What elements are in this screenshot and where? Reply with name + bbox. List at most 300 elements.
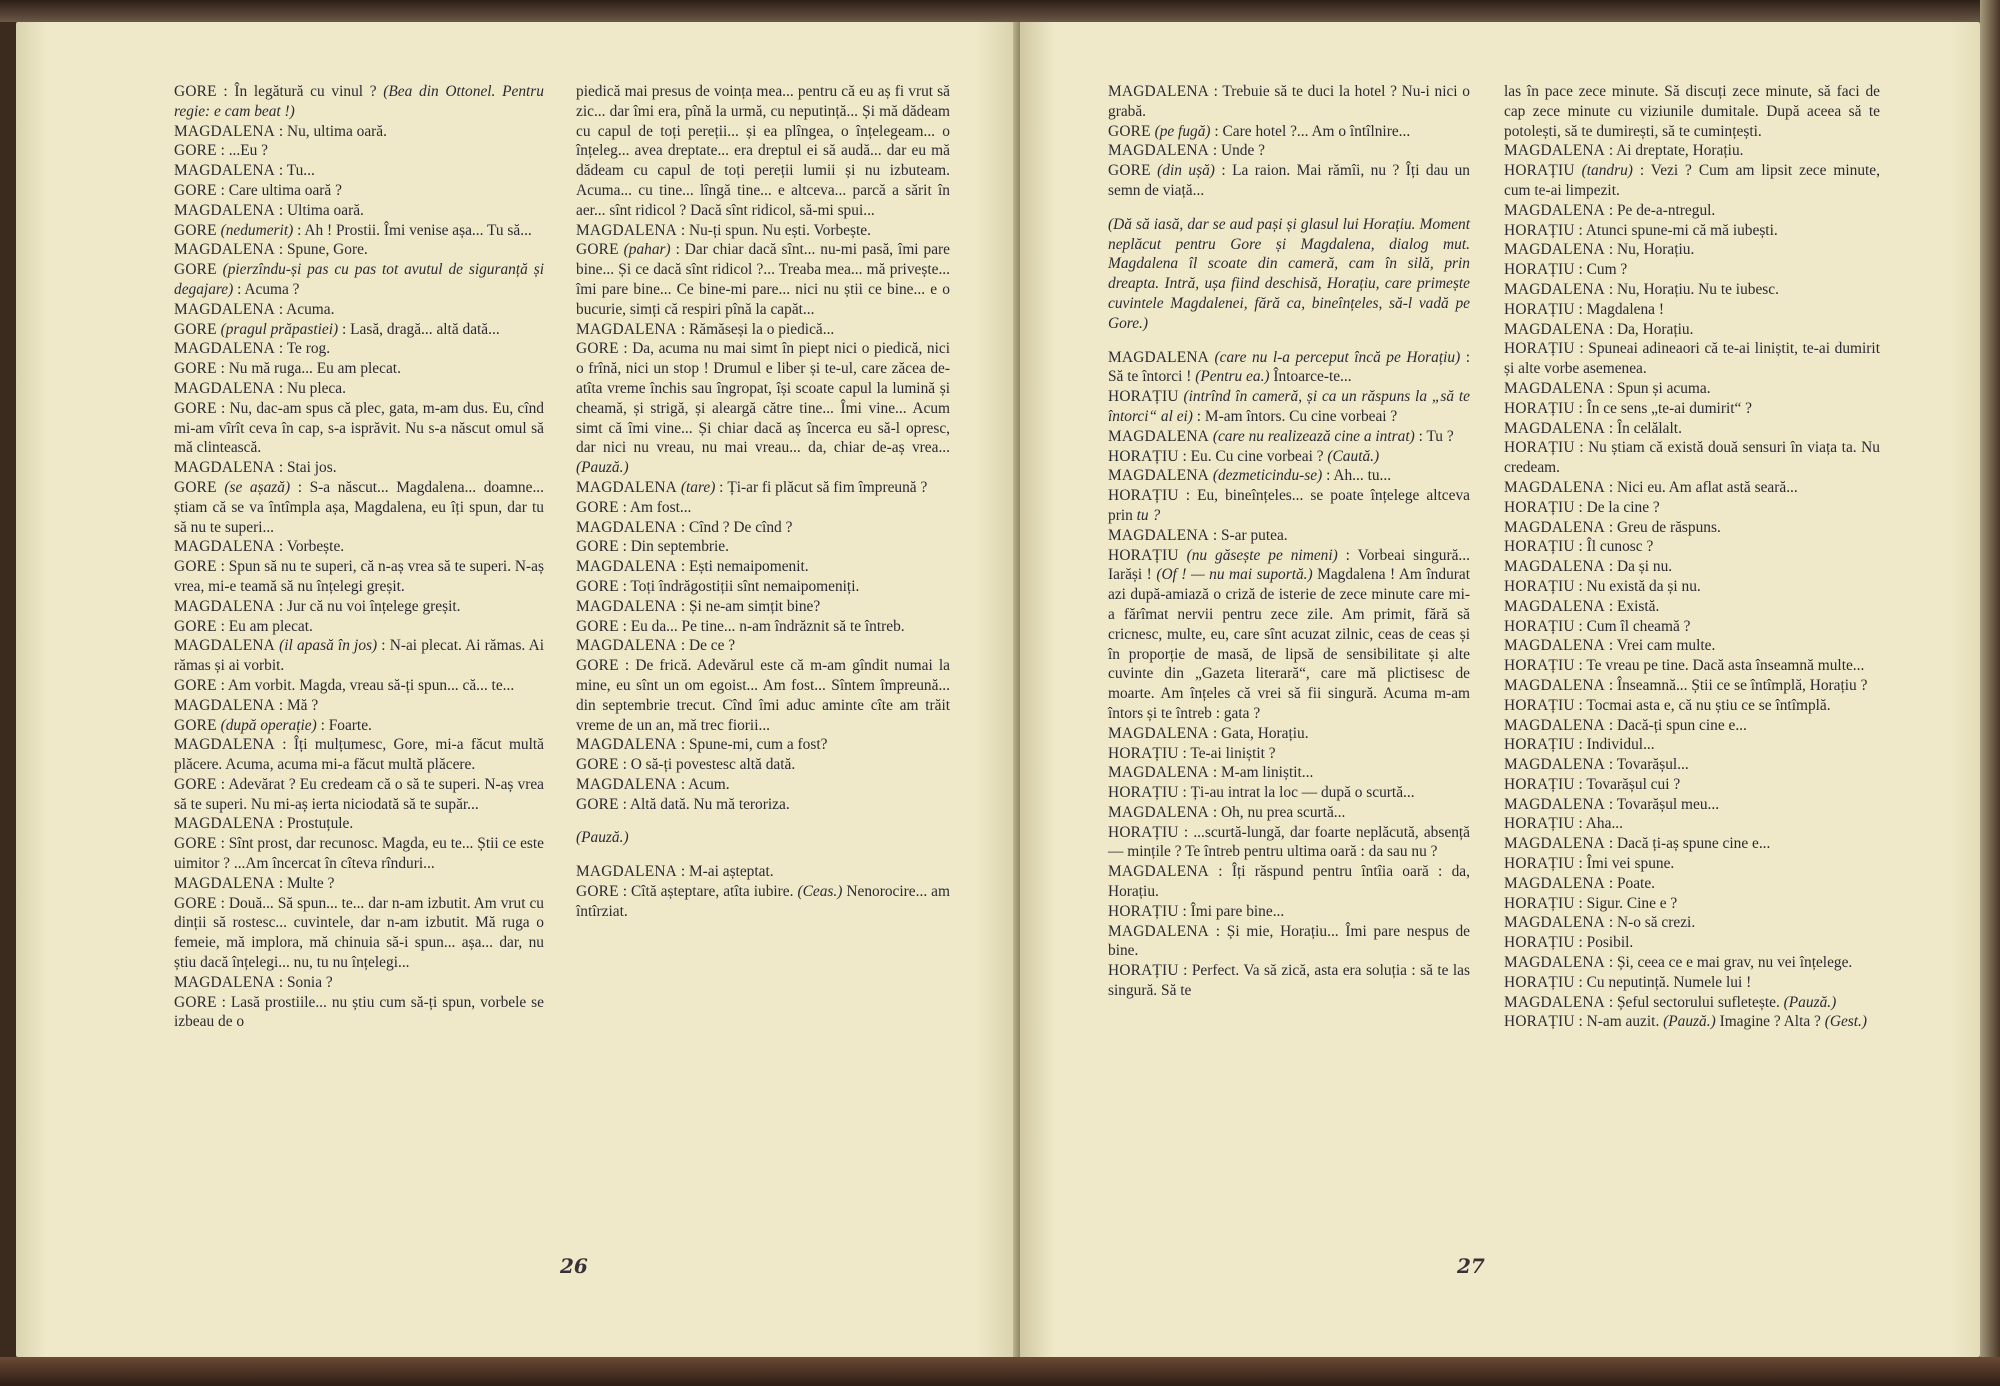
speaker-name: HORAȚIU: [1108, 447, 1179, 465]
speaker-name: GORE: [576, 756, 619, 774]
speaker-name: GORE: [174, 993, 217, 1011]
line-text: Toți îndrăgostiții sînt nemaipomeniți.: [630, 577, 860, 595]
speaker-name: MAGDALENA: [1108, 922, 1209, 940]
line-text: Te rog.: [286, 340, 331, 358]
speaker-name: MAGDALENA: [1504, 637, 1605, 655]
dialogue-line: HORAȚIU : Individul...: [1504, 736, 1655, 754]
line-text: Da, Horațiu.: [1616, 320, 1694, 338]
line-text: Altă dată. Nu mă teroriza.: [629, 795, 790, 813]
line-text: Întoarce-te...: [1269, 368, 1352, 386]
speaker-name: MAGDALENA: [174, 162, 275, 180]
line-text: Îmi vei spune.: [1586, 855, 1675, 873]
speaker-name: HORAȚIU: [1504, 399, 1575, 417]
stage-direction: (tandru): [1581, 162, 1633, 180]
line-text: Individul...: [1586, 736, 1655, 754]
speaker-name: HORAȚIU: [1504, 300, 1575, 318]
line-text: Cu neputință. Numele lui !: [1586, 973, 1752, 991]
stage-direction: (din ușă): [1157, 162, 1215, 180]
speaker-name: MAGDALENA: [576, 736, 677, 754]
line-text: Și, ceea ce e mai grav, nu vei înțelege.: [1616, 954, 1853, 972]
dialogue-line: MAGDALENA : Nici eu. Am aflat astă seară...: [1504, 478, 1798, 496]
dialogue-line: MAGDALENA : Mă ?: [174, 696, 319, 714]
speaker-name: GORE: [174, 320, 217, 338]
stage-direction: (nedumerit): [220, 221, 294, 239]
line-text: Sigur. Cine e ?: [1586, 894, 1678, 912]
line-text: Eu. Cu cine vorbeai ?: [1190, 447, 1324, 465]
speaker-name: MAGDALENA: [174, 122, 275, 140]
line-text: Nici eu. Am aflat astă seară...: [1616, 478, 1798, 496]
dialogue-line: GORE (din ușă) : La raion. Mai rămîi, nu ? Îți dau un semn de viață...: [1108, 162, 1470, 199]
speaker-name: GORE: [576, 657, 619, 675]
speaker-name: MAGDALENA: [1504, 756, 1605, 774]
page-number-right: 27: [1457, 1254, 1485, 1278]
line-text: las în pace zece minute. Să discuți zece minute, să faci de cap zece minute cu viziunile dumitale. După aceea să te potolești, să te dumirești, să te cumințești.: [1504, 83, 1880, 140]
dialogue-line: MAGDALENA : Trebuie să te duci la hotel ? Nu-i nici o grabă.: [1108, 83, 1470, 120]
speaker-name: HORAȚIU: [1504, 340, 1575, 358]
speaker-name: HORAȚIU: [1108, 962, 1179, 980]
speaker-name: MAGDALENA: [576, 320, 677, 338]
line-text: Tu...: [286, 162, 315, 180]
speaker-name: MAGDALENA: [576, 221, 677, 239]
dialogue-line: HORAȚIU (nu găsește pe nimeni) : Vorbeai singură... Iarăși ! (Of ! — nu mai suportă.) Magdalena ! Am îndurat azi după-amiază o criză de isterie de zece minute care mi-a fărîmat nervii pentru zece zile. Am primit, fără să cricnesc, multe, eu, care sînt acuzat zilnic, ceas de ceas și în proporție de masă, de lipsă de sensibilitate și alte cuvinte din „Gazeta literară“, care mă plictisesc de moarte. Am înțeles că vrei să fii singură. Acuma m-am întors și te întreb : gata ?: [1108, 546, 1470, 722]
line-text: Lasă, dragă... altă dată...: [350, 320, 500, 338]
speaker-name: MAGDALENA: [1108, 724, 1209, 742]
line-text: S-a născut... Magdalena... doamne... știam că se va întîmpla așa, Magdalena, eu îți spun, dar tu să nu te superi...: [174, 478, 544, 536]
line-text: Dacă ți-aș spune cine e...: [1616, 835, 1771, 853]
dialogue-line: GORE : Spun să nu te superi, că n-aș vrea să te superi. N-aș vrea, mi-e teamă să nu înțelegi greșit.: [174, 558, 544, 595]
line-text: Acuma.: [286, 300, 335, 318]
scan-right-edge: [1980, 0, 2000, 1386]
speaker-name: MAGDALENA: [1504, 874, 1605, 892]
dialogue-line: HORAȚIU : Îmi pare bine...: [1108, 902, 1285, 920]
speaker-name: GORE: [174, 360, 217, 378]
speaker-name: MAGDALENA: [576, 558, 677, 576]
speaker-name: HORAȚIU: [1504, 261, 1575, 279]
speaker-name: MAGDALENA: [1504, 379, 1605, 397]
speaker-name: HORAȚIU: [1504, 439, 1575, 457]
speaker-name: MAGDALENA: [1108, 863, 1209, 881]
dialogue-line: MAGDALENA : Greu de răspuns.: [1504, 518, 1721, 536]
line-text: Tovarășul meu...: [1616, 795, 1720, 813]
stage-direction: (Pentru ea.): [1191, 368, 1270, 386]
dialogue-line: MAGDALENA : Tovarășul meu...: [1504, 795, 1720, 813]
stage-direction: (pahar): [623, 241, 671, 259]
line-text: N-o să crezi.: [1616, 914, 1696, 932]
stage-direction: (intrînd în cameră, și ca un răspuns la „să te întorci“ al ei): [1108, 388, 1470, 425]
line-text: Tovarășul...: [1616, 756, 1689, 774]
speaker-name: HORAȚIU: [1504, 736, 1575, 754]
speaker-name: MAGDALENA: [1504, 835, 1605, 853]
line-text: Ah ! Prostii. Îmi venise așa... Tu să...: [304, 221, 532, 239]
dialogue-line: GORE : O să-ți povestesc altă dată.: [576, 756, 796, 774]
speaker-name: HORAȚIU: [1504, 775, 1575, 793]
speaker-name: MAGDALENA: [1504, 558, 1605, 576]
speaker-name: HORAȚIU: [1504, 855, 1575, 873]
dialogue-line: HORAȚIU : Tocmai asta e, că nu știu ce se întîmplă.: [1504, 696, 1831, 714]
dialogue-line: HORAȚIU : Ți-au intrat la loc — după o scurtă...: [1108, 784, 1415, 802]
stage-direction: (care nu realizează cine a intrat): [1212, 427, 1415, 445]
speaker-name: HORAȚIU: [1504, 498, 1575, 516]
speaker-name: MAGDALENA: [576, 518, 677, 536]
dialogue-line: MAGDALENA : Unde ?: [1108, 142, 1265, 160]
line-text: Îți mulțumesc, Gore, mi-a făcut multă plăcere. Acuma, acuma mi-a făcut multă plăcere.: [174, 736, 544, 774]
speaker-name: HORAȚIU: [1504, 815, 1575, 833]
dialogue-line: HORAȚIU : Te vreau pe tine. Dacă asta înseamnă multe...: [1504, 657, 1865, 675]
line-text: Ți-ar fi plăcut să fim împreună ?: [727, 478, 928, 496]
dialogue-line: HORAȚIU : Îmi vei spune.: [1504, 855, 1675, 873]
line-text: Prostuțule.: [286, 815, 354, 833]
speaker-name: HORAȚIU: [1108, 388, 1179, 406]
dialogue-line: HORAȚIU : Perfect. Va să zică, asta era soluția : să te las singură. Să te: [1108, 962, 1471, 1000]
speaker-name: MAGDALENA: [174, 973, 275, 991]
line-text: Ultima oară.: [286, 201, 364, 219]
line-text: La raion. Mai rămîi, nu ? Îți dau un semn de viață...: [1108, 162, 1470, 199]
dialogue-line: GORE : Am vorbit. Magda, vreau să-ți spun... că... te...: [174, 676, 515, 694]
dialogue-line: GORE : Adevărat ? Eu credeam că o să te superi. N-aș vrea să te superi. Nu mi-aș ierta niciodată să te supăr...: [174, 775, 544, 813]
right-page: [1020, 22, 1980, 1357]
dialogue-line: GORE : Din septembrie.: [576, 538, 729, 556]
dialogue-line: MAGDALENA : În celălalt.: [1504, 419, 1682, 437]
speaker-name: HORAȚIU: [1504, 221, 1575, 239]
line-text: Eu da... Pe tine... n-am îndrăznit să te întreb.: [630, 617, 905, 635]
dialogue-line: MAGDALENA (care nu l-a perceput încă pe Horațiu) : Să te întorci ! (Pentru ea.) Întoarce-te...: [1108, 348, 1471, 386]
speaker-name: HORAȚIU: [1108, 784, 1179, 802]
speaker-name: MAGDALENA: [174, 736, 275, 754]
speaker-name: HORAȚIU: [1108, 546, 1179, 564]
dialogue-line: HORAȚIU : Tovarășul cui ?: [1504, 775, 1681, 793]
dialogue-line: MAGDALENA : Cînd ? De cînd ?: [576, 518, 793, 536]
line-text: Tovarășul cui ?: [1586, 775, 1681, 793]
speaker-name: HORAȚIU: [1504, 973, 1575, 991]
speaker-name: MAGDALENA: [1108, 803, 1209, 821]
dialogue-line: GORE (se așază) : S-a născut... Magdalena... doamne... știam că se va întîmpla așa, Magdalena, eu îți spun, dar tu să nu te superi...: [174, 478, 544, 536]
dialogue-line: HORAȚIU (intrînd în cameră, și ca un răspuns la „să te întorci“ al ei) : M-am întors. Cu cine vorbeai ?: [1108, 388, 1470, 425]
speaker-name: GORE: [174, 142, 217, 160]
dialogue-line: HORAȚIU : Îl cunosc ?: [1504, 538, 1654, 556]
line-text: Tu ?: [1426, 427, 1454, 445]
dialogue-line: MAGDALENA : Nu-ți spun. Nu ești. Vorbește.: [576, 221, 871, 239]
speaker-name: HORAȚIU: [1504, 657, 1575, 675]
line-text: Unde ?: [1220, 142, 1265, 160]
line-text: Adevărat ? Eu credeam că o să te superi. N-aș vrea să te superi. Nu mi-aș ierta niciodată să te supăr...: [174, 775, 544, 813]
dialogue-line: GORE : Eu da... Pe tine... n-am îndrăznit să te întreb.: [576, 617, 905, 635]
line-text: Nu, Horațiu.: [1616, 241, 1695, 259]
line-text: Stai jos.: [286, 459, 337, 477]
speaker-name: MAGDALENA: [1108, 467, 1209, 485]
line-text: Șeful sectorului sufletește.: [1616, 993, 1780, 1011]
dialogue-line: GORE : Nu, dac-am spus că plec, gata, m-am dus. Eu, cînd mi-am vîrît ceva în cap, s-a isprăvit. Nu s-a născut omul să mă clintească.: [174, 399, 545, 457]
dialogue-line: MAGDALENA : Vrei cam multe.: [1504, 637, 1716, 655]
speaker-name: MAGDALENA: [576, 597, 677, 615]
line-text: Tocmai asta e, că nu știu ce se întîmplă.: [1586, 696, 1831, 714]
line-text: Ai dreptate, Horațiu.: [1616, 142, 1744, 160]
line-text: Posibil.: [1586, 934, 1634, 952]
dialogue-line: MAGDALENA : N-o să crezi.: [1504, 914, 1696, 932]
speaker-name: GORE: [1108, 122, 1151, 140]
line-text: De ce ?: [688, 637, 736, 655]
speaker-name: MAGDALENA: [174, 340, 275, 358]
speaker-name: MAGDALENA: [1504, 142, 1605, 160]
speaker-name: GORE: [174, 399, 217, 417]
line-text: Pe de-a-ntregul.: [1616, 201, 1716, 219]
speaker-name: GORE: [576, 883, 619, 901]
speaker-name: MAGDALENA: [174, 300, 275, 318]
dialogue-line: HORAȚIU : Nu știam că există două sensuri în viața ta. Nu credeam.: [1504, 439, 1880, 477]
dialogue-line: MAGDALENA : Ai dreptate, Horațiu.: [1504, 142, 1744, 160]
dialogue-line: HORAȚIU : Nu există da și nu.: [1504, 577, 1701, 595]
line-text: Oh, nu prea scurtă...: [1220, 803, 1346, 821]
line-text: Cum ?: [1586, 261, 1628, 279]
dialogue-line: GORE : Eu am plecat.: [174, 617, 313, 635]
dialogue-line: MAGDALENA : Acuma.: [174, 300, 335, 318]
line-text: Magdalena !: [1586, 300, 1664, 318]
dialogue-line: MAGDALENA : Nu, Horațiu.: [1504, 241, 1695, 259]
speaker-name: MAGDALENA: [174, 201, 275, 219]
line-text: Spune-mi, cum a fost?: [688, 736, 828, 754]
speaker-name: HORAȚIU: [1108, 487, 1179, 505]
dialogue-line: MAGDALENA (tare) : Ți-ar fi plăcut să fim împreună ?: [576, 478, 928, 496]
line-text: Multe ?: [286, 874, 335, 892]
line-text: Și ne-am simțit bine?: [688, 597, 821, 615]
dialogue-line: MAGDALENA (il apasă în jos) : N-ai plecat. Ai rămas. Ai rămas și ai vorbit.: [174, 637, 544, 675]
speaker-name: HORAȚIU: [1108, 902, 1179, 920]
line-text: ...scurtă-lungă, dar foarte neplăcută, absență — mințile ? Te întreb pentru ultima oară : da sau nu ?: [1108, 823, 1470, 861]
speaker-name: MAGDALENA: [1504, 795, 1605, 813]
dialogue-line: MAGDALENA : Există.: [1504, 597, 1660, 615]
speaker-name: HORAȚIU: [1504, 617, 1575, 635]
speaker-name: HORAȚIU: [1504, 894, 1575, 912]
stage-direction: (care nu l-a perceput încă pe Horațiu): [1214, 348, 1461, 366]
line-text: M-am liniștit...: [1220, 764, 1314, 782]
speaker-name: HORAȚIU: [1504, 538, 1575, 556]
line-text: Îți răspund pentru întîia oară : da, Horațiu.: [1108, 863, 1470, 901]
left-page-column-1: [174, 82, 544, 1032]
stage-direction: (pragul prăpastiei): [220, 320, 339, 338]
speaker-name: MAGDALENA: [1108, 142, 1209, 160]
line-text: ...Eu ?: [228, 142, 269, 160]
speaker-name: GORE: [576, 340, 619, 358]
dialogue-line: HORAȚIU : De la cine ?: [1504, 498, 1660, 516]
speaker-name: GORE: [174, 676, 217, 694]
dialogue-line: [576, 82, 950, 221]
dialogue-line: MAGDALENA : Pe de-a-ntregul.: [1504, 201, 1716, 219]
line-text: Ți-au intrat la loc — după o scurtă...: [1190, 784, 1415, 802]
speaker-name: MAGDALENA: [174, 696, 275, 714]
dialogue-line: HORAȚIU : Eu. Cu cine vorbeai ? (Caută.): [1108, 447, 1380, 465]
stage-direction: (se așază): [224, 478, 291, 496]
line-text: De la cine ?: [1586, 498, 1660, 516]
dialogue-line: MAGDALENA : Ești nemaipomenit.: [576, 558, 809, 576]
dialogue-line: HORAȚIU : Magdalena !: [1504, 300, 1664, 318]
dialogue-line: MAGDALENA : Nu pleca.: [174, 379, 346, 397]
line-text: Vezi ? Cum am lipsit zece minute, cum te-ai limpezit.: [1504, 162, 1880, 199]
speaker-name: GORE: [576, 577, 619, 595]
speaker-name: MAGDALENA: [1504, 914, 1605, 932]
line-text: Sonia ?: [286, 973, 333, 991]
speaker-name: HORAȚIU: [1504, 1013, 1575, 1031]
dialogue-line: MAGDALENA : Și, ceea ce e mai grav, nu vei înțelege.: [1504, 954, 1853, 972]
line-text: Ești nemaipomenit.: [688, 558, 809, 576]
stage-direction: (Caută.): [1323, 447, 1380, 465]
line-text: Rămăseși la o piedică...: [688, 320, 835, 338]
speaker-name: MAGDALENA: [576, 478, 677, 496]
line-text: Am fost...: [629, 498, 692, 516]
line-text: Din septembrie.: [630, 538, 729, 556]
speaker-name: GORE: [174, 716, 217, 734]
dialogue-line: GORE (nedumerit) : Ah ! Prostii. Îmi venise așa... Tu să...: [174, 221, 532, 239]
dialogue-line: HORAȚIU (tandru) : Vezi ? Cum am lipsit zece minute, cum te-ai limpezit.: [1504, 162, 1880, 199]
stage-direction: (Pauză.): [576, 459, 629, 477]
dialogue-line: MAGDALENA : Jur că nu voi înțelege greșit.: [174, 597, 461, 615]
speaker-name: GORE: [576, 617, 619, 635]
dialogue-line: HORAȚIU : Posibil.: [1504, 934, 1634, 952]
line-text: Nu există da și nu.: [1586, 577, 1701, 595]
line-text: Nu mă ruga... Eu am plecat.: [228, 360, 401, 378]
speaker-name: MAGDALENA: [1504, 419, 1605, 437]
dialogue-line: MAGDALENA : Nu, Horațiu. Nu te iubesc.: [1504, 280, 1779, 298]
dialogue-line: HORAȚIU : Cum ?: [1504, 261, 1628, 279]
dialogue-line: GORE : Toți îndrăgostiții sînt nemaipomeniți.: [576, 577, 860, 595]
line-text: Acuma ?: [244, 280, 300, 298]
line-text: Sînt prost, dar recunosc. Magda, eu te... Știi ce este uimitor ? ...Am încercat în cîteva rînduri...: [174, 835, 545, 873]
dialogue-line: GORE : Altă dată. Nu mă teroriza.: [576, 795, 790, 813]
stage-direction: (Pauză.): [1659, 1013, 1716, 1031]
dialogue-line: GORE (pahar) : Dar chiar dacă sînt... nu-mi pasă, îmi pare bine... Și ce dacă sînt ridicol ?... Treaba mea... mă privește... îmi pare bine... Ce bine-mi pare... nici nu știi ce bine... e o bucurie, simți că respiri pînă la capăt...: [576, 241, 950, 318]
dialogue-line: MAGDALENA : Acum.: [576, 775, 730, 793]
speaker-name: MAGDALENA: [1504, 993, 1605, 1011]
line-text: Înseamnă... Știi ce se întîmplă, Horațiu ?: [1616, 676, 1868, 694]
line-text: N-ai plecat. Ai rămas. Ai rămas și ai vorbit.: [174, 637, 544, 675]
dialogue-line: GORE (după operație) : Foarte.: [174, 716, 372, 734]
dialogue-line: MAGDALENA : Tu...: [174, 162, 315, 180]
dialogue-line: MAGDALENA : Dacă ți-aș spune cine e...: [1504, 835, 1771, 853]
dialogue-line: MAGDALENA : Șeful sectorului sufletește. (Pauză.): [1504, 993, 1837, 1011]
line-text: Da și nu.: [1616, 558, 1673, 576]
line-text: Îl cunosc ?: [1586, 538, 1654, 556]
line-text: Vorbește.: [286, 538, 345, 556]
speaker-name: HORAȚIU: [1504, 696, 1575, 714]
stage-direction: (după operație): [220, 716, 317, 734]
speaker-name: MAGDALENA: [1504, 597, 1605, 615]
dialogue-line: MAGDALENA : Te rog.: [174, 340, 331, 358]
line-text: Nu, ultima oară.: [286, 122, 387, 140]
speaker-name: GORE: [174, 181, 217, 199]
line-text: Două... Să spun... te... dar n-am izbutit. Am vrut cu dinții să rostesc... cuvintele, dar n-am izbutit. Mă ruga o femeie, mă implora, mă chinuia să-i spun... așa... dar, nu știu dacă înțelegi... nu, tu nu înțelegi...: [174, 894, 544, 972]
right-page-column-2: [1504, 82, 1880, 1032]
dialogue-line: HORAȚIU : Cu neputință. Numele lui !: [1504, 973, 1752, 991]
line-text: Vrei cam multe.: [1616, 637, 1716, 655]
speaker-name: GORE: [174, 83, 217, 100]
speaker-name: GORE: [174, 617, 217, 635]
speaker-name: MAGDALENA: [1108, 427, 1209, 445]
speaker-name: HORAȚIU: [1504, 162, 1575, 180]
book-cover-edge: [0, 1357, 2000, 1386]
dialogue-line: GORE : Două... Să spun... te... dar n-am izbutit. Am vrut cu dinții să rostesc... cuvintele, dar n-am izbutit. Mă ruga o femeie, mă implora, mă chinuia să-i spun... așa... dar, nu știu dacă înțelegi... nu, tu nu înțelegi...: [174, 894, 544, 972]
line-text: Să te întorci !: [1108, 368, 1192, 386]
line-text: S-ar putea.: [1220, 526, 1288, 544]
stage-direction: (Ceas.): [797, 883, 843, 901]
dialogue-line: MAGDALENA (dezmeticindu-se) : Ah... tu...: [1108, 467, 1392, 485]
page-number-left: 26: [560, 1254, 588, 1278]
stage-direction: (dezmeticindu-se): [1212, 467, 1323, 485]
speaker-name: MAGDALENA: [174, 874, 275, 892]
speaker-name: MAGDALENA: [174, 538, 275, 556]
speaker-name: MAGDALENA: [1504, 518, 1605, 536]
line-text: În ce sens „te-ai dumirit“ ?: [1586, 399, 1753, 417]
left-page-column-2: [576, 82, 950, 922]
dialogue-line: MAGDALENA : Stai jos.: [174, 459, 337, 477]
line-text: Nu pleca.: [286, 379, 346, 397]
right-page-column-1: [1108, 82, 1470, 1001]
speaker-name: HORAȚIU: [1108, 744, 1179, 762]
stage-direction: (pe fugă): [1154, 122, 1211, 140]
line-text: O să-ți povestesc altă dată.: [630, 756, 796, 774]
stage-direction: (Pauză.): [576, 829, 629, 847]
line-text: Aha...: [1585, 815, 1623, 833]
line-text: Nenorocire... am întîrziat.: [576, 883, 950, 920]
dialogue-line: MAGDALENA : Vorbește.: [174, 538, 345, 556]
dialogue-line: MAGDALENA : Și mie, Horațiu... Îmi pare nespus de bine.: [1108, 922, 1470, 960]
speaker-name: MAGDALENA: [174, 637, 275, 655]
dialogue-line: GORE : Nu mă ruga... Eu am plecat.: [174, 360, 401, 378]
line-text: Cum îl cheamă ?: [1586, 617, 1691, 635]
left-page: [16, 22, 1020, 1357]
dialogue-line: MAGDALENA : S-ar putea.: [1108, 526, 1288, 544]
dialogue-line: MAGDALENA : M-ai așteptat.: [576, 863, 774, 881]
line-text: Cînd ? De cînd ?: [688, 518, 793, 536]
dialogue-line: [1108, 215, 1470, 334]
dialogue-line: MAGDALENA : Tovarășul...: [1504, 756, 1689, 774]
speaker-name: HORAȚIU: [1504, 577, 1575, 595]
stage-direction: (Gest.): [1820, 1013, 1868, 1031]
dialogue-line: MAGDALENA : Și ne-am simțit bine?: [576, 597, 821, 615]
dialogue-line: GORE : În legătură cu vinul ? (Bea din Ottonel. Pentru regie: e cam beat !): [174, 83, 544, 120]
speaker-name: HORAȚIU: [1504, 934, 1575, 952]
dialogue-line: MAGDALENA : Rămăseși la o piedică...: [576, 320, 835, 338]
line-text: M-ai așteptat.: [688, 863, 774, 881]
speaker-name: MAGDALENA: [1504, 280, 1605, 298]
line-text: Da, acuma nu mai simt în piept nici o piedică, nici o frînă, nici un stop ! Drumul e liber și te-ul, care zăcea de-atîta vreme închis sau îngropat, își scoate capul la lumină și cheamă, și strigă, și aleargă către tine... Îmi vine... Acum simt că îmi vine... Și chiar dacă aș încerca eu să-l opresc, dar nici nu vreau, nu mai vreau... da, chiar de-aș vrea...: [576, 340, 950, 457]
speaker-name: GORE: [174, 221, 217, 239]
line-text: Nu, Horațiu. Nu te iubesc.: [1616, 280, 1779, 298]
dialogue-line: HORAȚIU : Te-ai liniștit ?: [1108, 744, 1276, 762]
line-text: M-am întors. Cu cine vorbeai ?: [1204, 407, 1398, 425]
speaker-name: MAGDALENA: [1108, 83, 1209, 100]
dialogue-line: MAGDALENA : Multe ?: [174, 874, 335, 892]
stage-direction: tu ?: [1132, 506, 1161, 524]
line-text: Dacă-ți spun cine e...: [1616, 716, 1747, 734]
speaker-name: MAGDALENA: [174, 459, 275, 477]
dialogue-line: HORAȚIU : ...scurtă-lungă, dar foarte neplăcută, absență — mințile ? Te întreb pentru ultima oară : da sau nu ?: [1108, 823, 1470, 861]
dialogue-line: MAGDALENA : Nu, ultima oară.: [174, 122, 387, 140]
speaker-name: MAGDALENA: [1504, 320, 1605, 338]
line-text: Atunci spune-mi că mă iubești.: [1585, 221, 1778, 239]
line-text: Te-ai liniștit ?: [1190, 744, 1276, 762]
dialogue-line: GORE : Cîtă așteptare, atîta iubire. (Ceas.) Nenorocire... am întîrziat.: [576, 883, 950, 920]
dialogue-line: MAGDALENA : M-am liniștit...: [1108, 764, 1314, 782]
dialogue-line: MAGDALENA : Poate.: [1504, 874, 1656, 892]
stage-direction: (nu găsește pe nimeni): [1186, 546, 1338, 564]
speaker-name: MAGDALENA: [1504, 676, 1605, 694]
line-text: Ah... tu...: [1333, 467, 1392, 485]
dialogue-line: MAGDALENA : Spune, Gore.: [174, 241, 368, 259]
line-text: Spun să nu te superi, că n-aș vrea să te superi. N-aș vrea, mi-e teamă să nu înțelegi greșit.: [174, 558, 544, 595]
speaker-name: GORE: [174, 835, 217, 853]
dialogue-line: GORE : ...Eu ?: [174, 142, 269, 160]
line-text: Nu știam că există două sensuri în viața ta. Nu credeam.: [1504, 439, 1880, 477]
dialogue-line: HORAȚIU : N-am auzit. (Pauză.) Imagine ? Alta ? (Gest.): [1504, 1013, 1868, 1031]
line-text: Jur că nu voi înțelege greșit.: [286, 597, 461, 615]
